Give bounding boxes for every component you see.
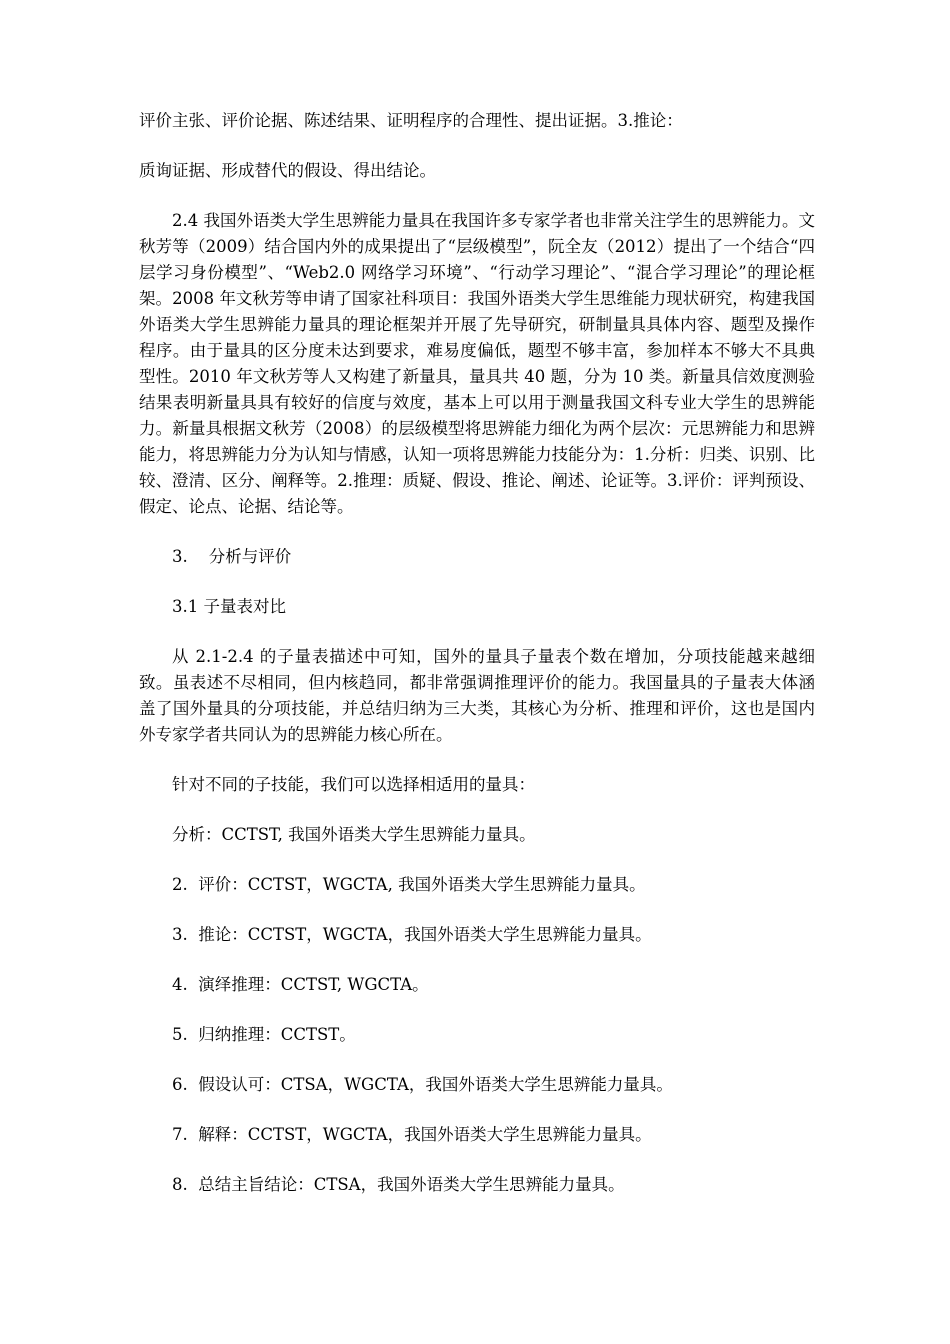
document-page — [139, 108, 815, 1198]
list-item: 2. 评价：CCTST，WGCTA, 我国外语类大学生思辨能力量具。 — [172, 875, 646, 894]
list-item: 8. 总结主旨结论：CTSA，我国外语类大学生思辨能力量具。 — [172, 1175, 625, 1194]
paragraph-continued-end — [139, 158, 815, 184]
subsection-heading-3-1: 3.1 子量表对比 — [172, 597, 286, 616]
text-line: 评价主张、评价论据、陈述结果、证明程序的合理性、提出证据。3.推论： — [139, 111, 683, 130]
text-line: 质询证据、形成替代的假设、得出结论。 — [139, 161, 436, 180]
paragraph-continued — [139, 108, 815, 134]
list-item: 5. 归纳推理：CCTST。 — [172, 1025, 356, 1044]
paragraph-comparison: 从 2.1-2.4 的子量表描述中可知，国外的量具子量表个数在增加，分项技能越来越细致。虽表述不尽相同，但内核趋同，都非常强调推理评价的能力。我国量具的子量表大体涵盖了国外量具的分项技能，并总结归纳为三大类，其核心为分析、推理和评价，这也是国内外专家学者共同认为的思辨能力核心所在。 — [139, 647, 815, 744]
paragraph-section-2-4: 2.4 我国外语类大学生思辨能力量具在我国许多专家学者也非常关注学生的思辨能力。文秋芳等（2009）结合国内外的成果提出了“层级模型”，阮全友（2012）提出了一个结合“四层学习身份模型”、“Web2.0 网络学习环境”、“行动学习理论”、“混合学习理论”的理论框架。2008 年文秋芳等申请了国家社科项目：我国外语类大学生思维能力现状研究，构建我国外语类大学生思辨能力量具的理论框架并开展了先导研究，研制量具具体内容、题型及操作程序。由于量具的区分度未达到要求，难易度偏低，题型不够丰富，参加样本不够大不具典型性。2010 年文秋芳等人又构建了新量具，量具共 40 题，分为 10 类。新量具信效度测验结果表明新量具具有较好的信度与效度，基本上可以用于测量我国文科专业大学生的思辨能力。新量具根据文秋芳（2008）的层级模型将思辨能力细化为两个层次：元思辨能力和思辨能力，将思辨能力分为认知与情感，认知一项将思辨能力技能分为：1.分析：归类、识别、比较、澄清、区分、阐释等。2.推理：质疑、假设、推论、阐述、论证等。3.评价：评判预设、假定、论点、论据、结论等。 — [139, 211, 815, 516]
paragraph-intro-list: 针对不同的子技能，我们可以选择相适用的量具： — [172, 775, 535, 794]
list-item: 分析：CCTST, 我国外语类大学生思辨能力量具。 — [172, 825, 536, 844]
section-heading-3: 3. 分析与评价 — [172, 547, 292, 566]
list-item: 7. 解释：CCTST，WGCTA，我国外语类大学生思辨能力量具。 — [172, 1125, 652, 1144]
list-item: 4. 演绎推理：CCTST, WGCTA。 — [172, 975, 429, 994]
list-item: 6. 假设认可：CTSA，WGCTA，我国外语类大学生思辨能力量具。 — [172, 1075, 673, 1094]
list-item: 3. 推论：CCTST，WGCTA，我国外语类大学生思辨能力量具。 — [172, 925, 652, 944]
